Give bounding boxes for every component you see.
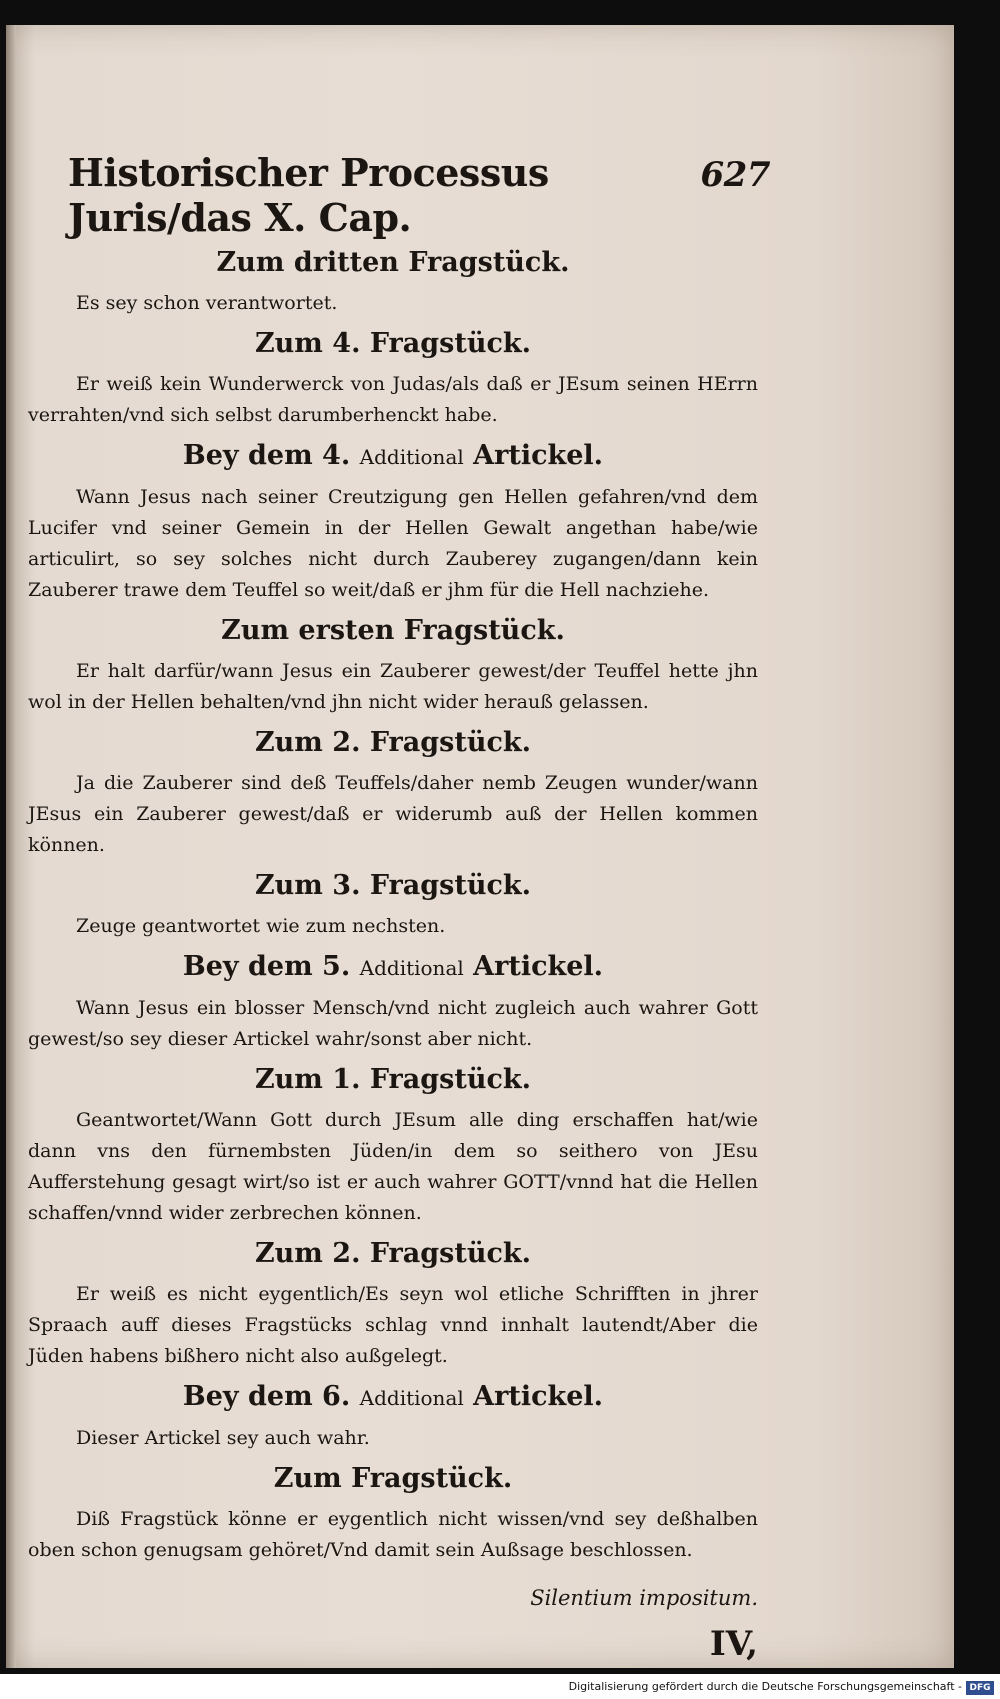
section-paragraph: Geantwortet/Wann Gott durch JEsum alle ding erschaffen hat/wie dann vns den fürnembsten Jüden/in dem so seithero von JEsu Aufferstehung gesagt wirt/so ist er auch wahrer GOTT/vnnd hat die Hellen schaffen/vnnd wider zerbrechen können. bbox=[28, 1109, 758, 1224]
section-heading-additional: Additional bbox=[359, 956, 464, 980]
section-paragraph: Ja die Zauberer sind deß Teuffels/daher nemb Zeugen wunder/wann JEsus ein Zauberer gewest/daß er widerumb auß der Hellen kommen können. bbox=[28, 772, 758, 856]
section-heading-main: Zum Fragstück. bbox=[273, 1463, 513, 1494]
section-paragraph: Er weiß es nicht eygentlich/Es seyn wol etliche Schrifften in jhrer Spraach auff dieses Fragstücks schlag vnnd innhalt lautendt/Aber die Jüden habens bißhero nicht also außgelegt. bbox=[28, 1283, 758, 1367]
section-paragraph: Wann Jesus nach seiner Creutzigung gen Hellen gefahren/vnd dem Lucifer vnd seiner Gemein in der Hellen Gewalt angethan habe/wie articulirt, so sey solches nicht durch Zauberey zugangen/dann kein Zauberer trawe dem Teuffel so weit/daß er jhm für die Hell nachziehe. bbox=[28, 486, 758, 601]
section-heading bbox=[28, 1378, 758, 1417]
closing-note: Silentium impositum. bbox=[530, 1586, 758, 1610]
page-content bbox=[28, 120, 770, 1664]
section-heading-main: Bey dem 4. bbox=[182, 440, 351, 471]
section-heading-tail: Artickel. bbox=[473, 951, 604, 982]
section-paragraph: Dieser Artickel sey auch wahr. bbox=[76, 1427, 370, 1449]
page-gutter-edge bbox=[6, 25, 16, 1668]
section-heading-main: Zum 4. Fragstück. bbox=[254, 328, 532, 359]
section-heading bbox=[28, 948, 758, 987]
folio-number: 627 bbox=[700, 155, 770, 195]
section-heading-main: Zum 1. Fragstück. bbox=[254, 1064, 532, 1095]
section-paragraph: Er weiß kein Wunderwerck von Judas/als daß er JEsum seinen HErrn verrahten/vnd sich selbst darumberhenckt habe. bbox=[28, 373, 758, 426]
section-heading bbox=[28, 867, 758, 905]
section-heading-additional: Additional bbox=[359, 445, 464, 469]
dfg-logo: DFG bbox=[966, 1681, 994, 1695]
book-page bbox=[6, 25, 954, 1668]
catchword: IV, bbox=[709, 1624, 758, 1664]
section-heading-additional: Additional bbox=[359, 1386, 464, 1410]
section-heading-main: Bey dem 6. bbox=[182, 1381, 351, 1412]
footer-credit: Digitalisierung gefördert durch die Deutsche Forschungsgemeinschaft - bbox=[568, 1680, 962, 1693]
running-head bbox=[68, 150, 770, 240]
section-paragraph: Zeuge geantwortet wie zum nechsten. bbox=[76, 915, 446, 937]
section-heading-main: Zum 3. Fragstück. bbox=[254, 870, 532, 901]
sections-container bbox=[28, 244, 758, 1566]
section-heading-main: Zum dritten Fragstück. bbox=[216, 247, 570, 278]
section-paragraph: Er halt darfür/wann Jesus ein Zauberer gewest/der Teuffel hette jhn wol in der Hellen behalten/vnd jhn nicht wider herauß gelassen. bbox=[28, 660, 758, 713]
section-heading bbox=[28, 1460, 758, 1498]
section-heading bbox=[28, 437, 758, 476]
section-paragraph: Diß Fragstück könne er eygentlich nicht wissen/vnd sey deßhalben oben schon genugsam gehöret/Vnd damit sein Außsage beschlossen. bbox=[28, 1508, 758, 1561]
section-heading-tail: Artickel. bbox=[473, 440, 604, 471]
digitization-footer bbox=[0, 1674, 1000, 1699]
section-heading-main: Bey dem 5. bbox=[182, 951, 351, 982]
section-heading bbox=[28, 724, 758, 762]
section-heading-tail: Artickel. bbox=[473, 1381, 604, 1412]
section-heading bbox=[28, 612, 758, 650]
section-heading bbox=[28, 325, 758, 363]
running-head-title: Historischer Processus Juris/das X. Cap. bbox=[68, 150, 549, 240]
section-heading-main: Zum 2. Fragstück. bbox=[254, 1238, 532, 1269]
section-heading bbox=[28, 1235, 758, 1273]
section-heading-main: Zum ersten Fragstück. bbox=[221, 615, 565, 646]
section-heading bbox=[28, 1061, 758, 1099]
section-paragraph: Es sey schon verantwortet. bbox=[76, 292, 338, 314]
section-paragraph: Wann Jesus ein blosser Mensch/vnd nicht zugleich auch wahrer Gott gewest/so sey dieser Artickel wahr/sonst aber nicht. bbox=[28, 997, 758, 1050]
section-heading bbox=[28, 244, 758, 282]
section-heading-main: Zum 2. Fragstück. bbox=[254, 727, 532, 758]
